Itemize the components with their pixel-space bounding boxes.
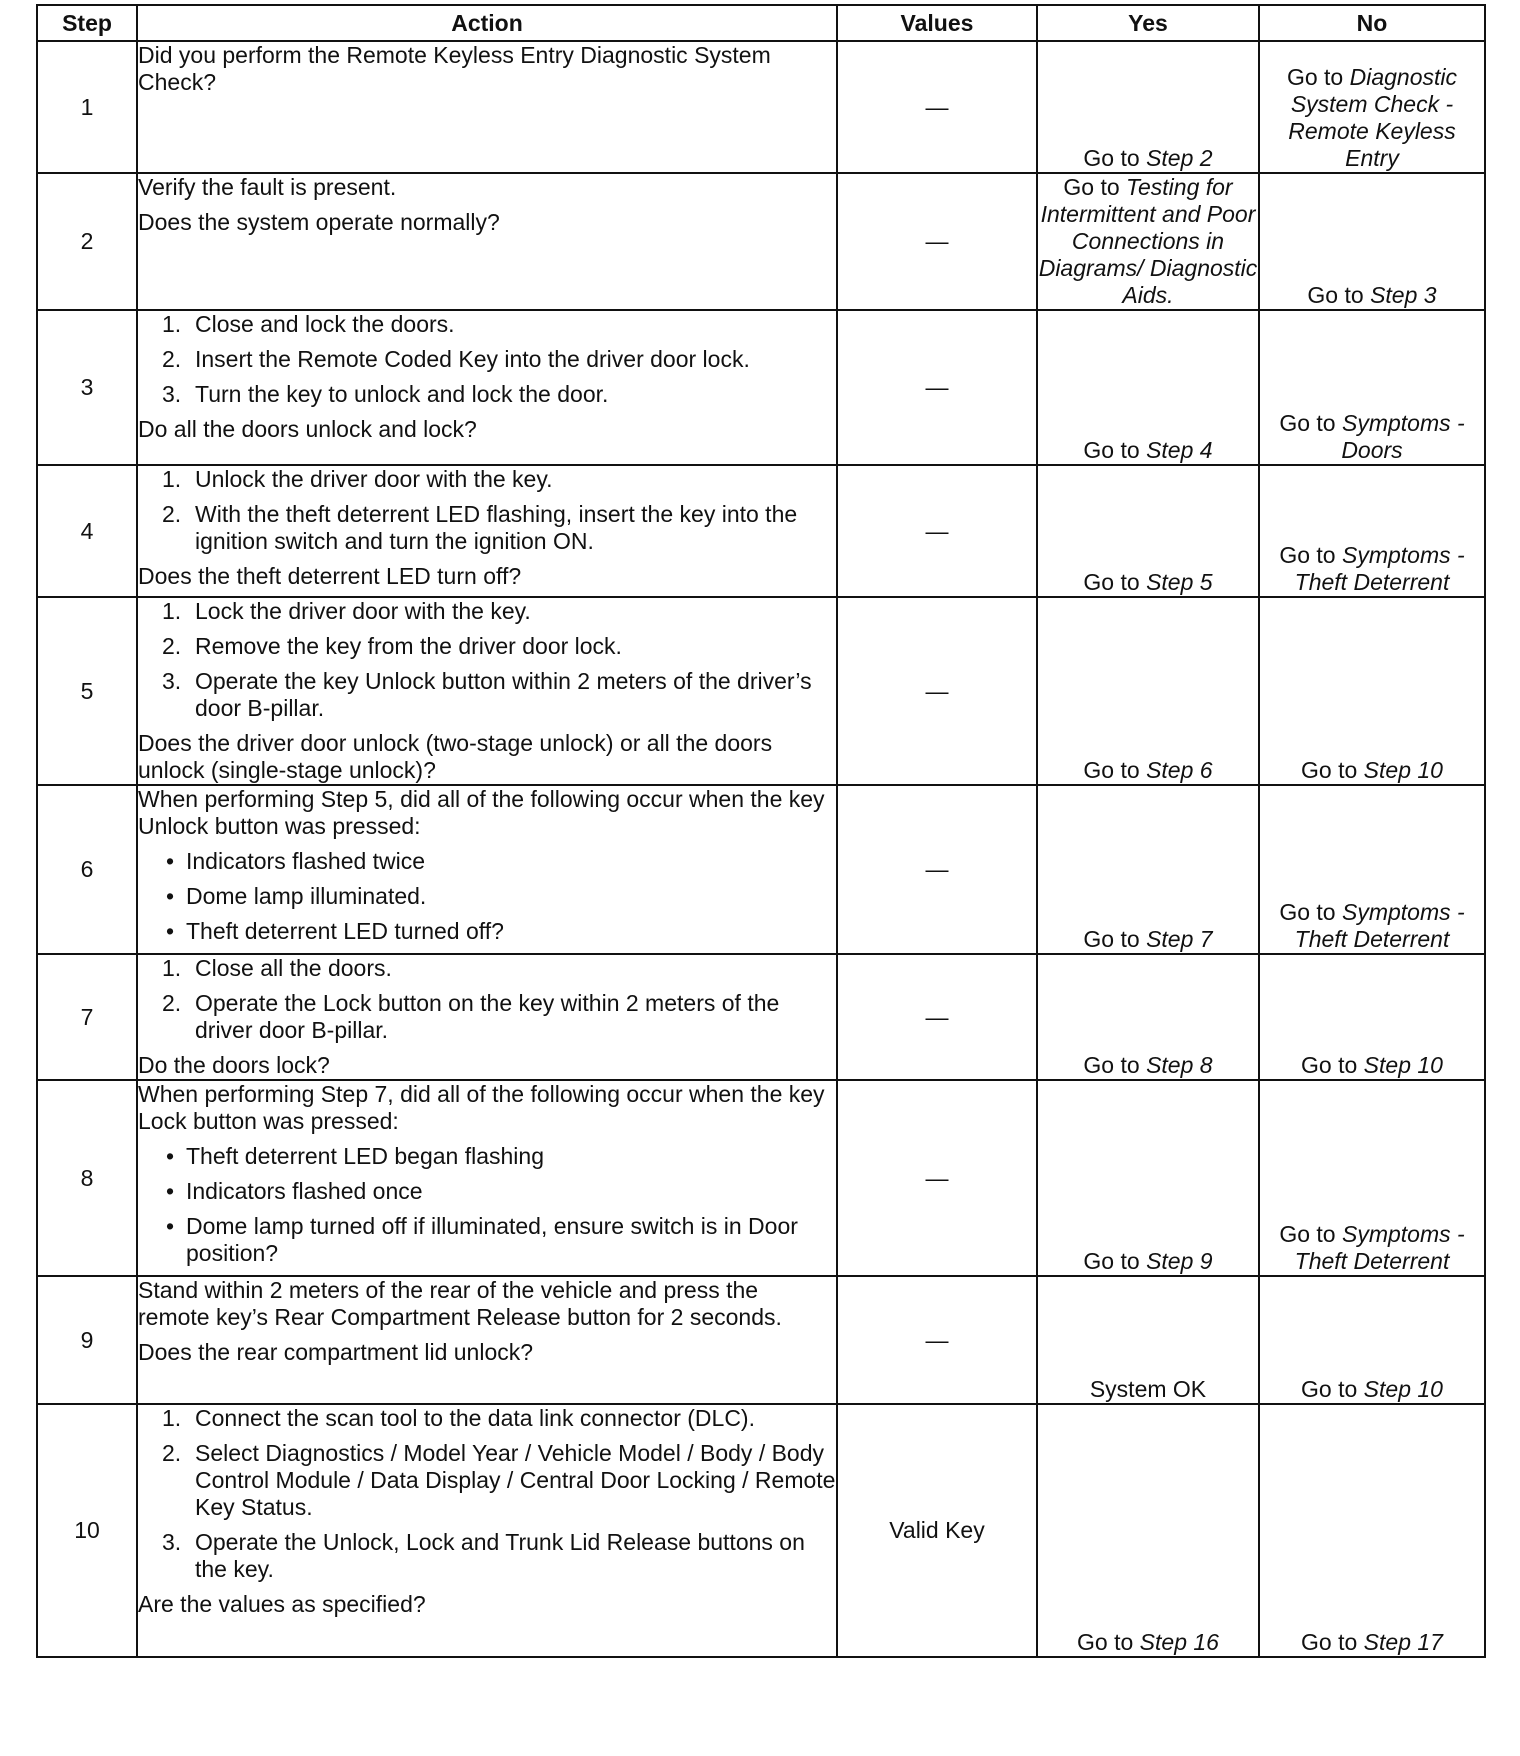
step-number: 3 xyxy=(37,310,137,465)
action-steps xyxy=(138,955,836,1044)
action-steps xyxy=(138,598,836,722)
action-step: 3. Operate the key Unlock button within 2 meters of the driver’s door B-pillar. xyxy=(162,668,812,721)
table-row xyxy=(37,785,1485,954)
header-action: Action xyxy=(137,5,837,41)
no-cell xyxy=(1259,1276,1485,1404)
table-row xyxy=(37,173,1485,310)
no-prefix: Go to xyxy=(1279,542,1336,568)
action-cell xyxy=(137,310,837,465)
yes-prefix: Go to xyxy=(1083,1248,1140,1274)
no-prefix: Go to xyxy=(1286,64,1344,90)
table-row xyxy=(37,310,1485,465)
yes-link[interactable]: Step 9 xyxy=(1146,1248,1213,1274)
action-step-text: Insert the Remote Coded Key into the driver door lock. xyxy=(195,346,750,372)
no-link[interactable]: Symptoms - Theft Deterrent xyxy=(1294,1221,1465,1274)
action-step-text: Operate the Unlock, Lock and Trunk Lid Release buttons on the key. xyxy=(195,1529,805,1582)
action-question: Does the system operate normally? xyxy=(138,209,500,235)
action-text: Did you perform the Remote Keyless Entry Diagnostic System Check? xyxy=(138,42,771,95)
yes-prefix: System OK xyxy=(1089,1376,1207,1402)
action-steps xyxy=(138,466,836,555)
yes-cell xyxy=(1037,1276,1259,1404)
action-cell xyxy=(137,597,837,785)
action-intro: When performing Step 7, did all of the following occur when the key Lock button was pressed: xyxy=(138,1081,825,1134)
yes-prefix: Go to xyxy=(1083,757,1140,783)
table-row xyxy=(37,1080,1485,1276)
table-row xyxy=(37,465,1485,597)
yes-prefix: Go to xyxy=(1083,926,1140,952)
no-cell xyxy=(1259,310,1485,465)
action-cell xyxy=(137,1276,837,1404)
step-number: 8 xyxy=(37,1080,137,1276)
no-link[interactable]: Step 10 xyxy=(1363,757,1443,783)
yes-link[interactable]: Step 5 xyxy=(1146,569,1213,595)
step-number: 1 xyxy=(37,41,137,173)
no-cell xyxy=(1259,1404,1485,1657)
no-cell xyxy=(1259,954,1485,1080)
action-step-text: Close all the doors. xyxy=(195,955,392,981)
no-cell xyxy=(1259,41,1485,173)
no-cell xyxy=(1259,173,1485,310)
step-number: 7 xyxy=(37,954,137,1080)
yes-link[interactable]: Step 2 xyxy=(1146,145,1213,171)
no-prefix: Go to xyxy=(1301,1629,1358,1655)
action-question: Does the theft deterrent LED turn off? xyxy=(138,563,522,589)
action-cell xyxy=(137,465,837,597)
action-step-text: Operate the key Unlock button within 2 meters of the driver’s door B-pillar. xyxy=(195,668,812,721)
action-question: Are the values as specified? xyxy=(138,1591,426,1617)
action-step-text: Turn the key to unlock and lock the door. xyxy=(195,381,609,407)
action-question: Does the rear compartment lid unlock? xyxy=(138,1339,534,1365)
values-cell: — xyxy=(837,954,1037,1080)
action-question: Does the driver door unlock (two-stage unlock) or all the doors unlock (single-stage unlock)? xyxy=(138,730,773,783)
action-cell xyxy=(137,954,837,1080)
action-cell xyxy=(137,41,837,173)
no-prefix: Go to xyxy=(1279,899,1336,925)
action-cell xyxy=(137,173,837,310)
yes-link[interactable]: Step 6 xyxy=(1146,757,1213,783)
action-bullet: • Dome lamp turned off if illuminated, ensure switch is in Door position? xyxy=(138,1213,836,1267)
no-prefix: Go to xyxy=(1279,1221,1336,1247)
no-link[interactable]: Symptoms - Theft Deterrent xyxy=(1294,899,1465,952)
action-cell xyxy=(137,1404,837,1657)
yes-link[interactable]: Step 4 xyxy=(1146,437,1213,463)
action-step: 3. Operate the Unlock, Lock and Trunk Lid Release buttons on the key. xyxy=(162,1529,805,1582)
action-step: 2. With the theft deterrent LED flashing, insert the key into the ignition switch and turn the ignition ON. xyxy=(162,501,798,554)
values-cell: — xyxy=(837,1276,1037,1404)
action-bullet: • Theft deterrent LED began flashing xyxy=(138,1143,836,1170)
action-bullets xyxy=(138,848,836,945)
yes-cell xyxy=(1037,1404,1259,1657)
yes-cell xyxy=(1037,597,1259,785)
yes-prefix: Go to xyxy=(1083,145,1140,171)
yes-link[interactable]: Step 16 xyxy=(1139,1629,1219,1655)
no-prefix: Go to xyxy=(1301,1376,1358,1402)
yes-cell xyxy=(1037,41,1259,173)
yes-link[interactable]: Step 8 xyxy=(1146,1052,1213,1078)
action-step-text: Operate the Lock button on the key within 2 meters of the driver door B-pillar. xyxy=(195,990,780,1043)
yes-cell xyxy=(1037,785,1259,954)
action-bullet: • Theft deterrent LED turned off? xyxy=(138,918,836,945)
action-step: 1. Connect the scan tool to the data link connector (DLC). xyxy=(162,1405,755,1431)
step-number: 2 xyxy=(37,173,137,310)
header-step: Step xyxy=(37,5,137,41)
action-intro: When performing Step 5, did all of the following occur when the key Unlock button was pressed: xyxy=(138,786,825,839)
no-link[interactable]: Step 10 xyxy=(1363,1376,1443,1402)
values-cell: — xyxy=(837,41,1037,173)
action-step: 3. Turn the key to unlock and lock the door. xyxy=(162,381,609,407)
yes-prefix: Go to xyxy=(1063,174,1120,200)
action-bullet: • Indicators flashed once xyxy=(138,1178,836,1205)
values-cell: — xyxy=(837,465,1037,597)
action-step-text: Remove the key from the driver door lock. xyxy=(195,633,622,659)
yes-link[interactable]: Testing for Intermittent and Poor Connections in Diagrams/ Diagnostic Aids. xyxy=(1038,174,1258,308)
action-bullets xyxy=(138,1143,836,1267)
yes-prefix: Go to xyxy=(1083,569,1140,595)
header-yes: Yes xyxy=(1037,5,1259,41)
action-cell xyxy=(137,785,837,954)
values-cell: Valid Key xyxy=(837,1404,1037,1657)
action-cell xyxy=(137,1080,837,1276)
table-row xyxy=(37,1404,1485,1657)
yes-cell xyxy=(1037,1080,1259,1276)
no-prefix: Go to xyxy=(1279,410,1336,436)
no-prefix: Go to xyxy=(1307,282,1364,308)
yes-cell xyxy=(1037,954,1259,1080)
action-step-text: Connect the scan tool to the data link connector (DLC). xyxy=(195,1405,755,1431)
action-step-text: Unlock the driver door with the key. xyxy=(195,466,553,492)
table-row xyxy=(37,1276,1485,1404)
action-steps xyxy=(138,311,836,408)
action-steps xyxy=(138,1405,836,1583)
step-number: 6 xyxy=(37,785,137,954)
values-cell: — xyxy=(837,1080,1037,1276)
yes-link[interactable]: Step 7 xyxy=(1146,926,1213,952)
diagnostic-table xyxy=(36,4,1486,1658)
step-number: 4 xyxy=(37,465,137,597)
action-step: 2. Select Diagnostics / Model Year / Vehicle Model / Body / Body Control Module / Data Display / Central Door Locking / Remote Key Status. xyxy=(162,1440,836,1520)
action-step: 1. Lock the driver door with the key. xyxy=(162,598,531,624)
no-link[interactable]: Step 17 xyxy=(1363,1629,1443,1655)
action-question: Do all the doors unlock and lock? xyxy=(138,416,477,442)
action-step: 1. Unlock the driver door with the key. xyxy=(162,466,553,492)
action-step: 1. Close all the doors. xyxy=(162,955,392,981)
table-row xyxy=(37,954,1485,1080)
step-number: 5 xyxy=(37,597,137,785)
no-prefix: Go to xyxy=(1301,1052,1358,1078)
action-step: 2. Insert the Remote Coded Key into the driver door lock. xyxy=(162,346,750,372)
yes-prefix: Go to xyxy=(1083,1052,1140,1078)
yes-prefix: Go to xyxy=(1083,437,1140,463)
step-number: 10 xyxy=(37,1404,137,1657)
no-link[interactable]: Diagnostic System Check - Remote Keyless Entry xyxy=(1288,64,1458,171)
step-number: 9 xyxy=(37,1276,137,1404)
header-row xyxy=(37,5,1485,41)
no-cell xyxy=(1259,597,1485,785)
no-cell xyxy=(1259,1080,1485,1276)
no-prefix: Go to xyxy=(1301,757,1358,783)
values-cell: — xyxy=(837,310,1037,465)
values-cell: — xyxy=(837,173,1037,310)
no-link[interactable]: Step 3 xyxy=(1370,282,1437,308)
yes-cell xyxy=(1037,310,1259,465)
action-step-text: Select Diagnostics / Model Year / Vehicle Model / Body / Body Control Module / Data Display / Central Door Locking / Remote Key Status. xyxy=(195,1440,836,1520)
yes-cell xyxy=(1037,173,1259,310)
no-link[interactable]: Step 10 xyxy=(1363,1052,1443,1078)
action-step-text: With the theft deterrent LED flashing, insert the key into the ignition switch and turn the ignition ON. xyxy=(195,501,798,554)
action-text: Verify the fault is present. xyxy=(138,174,397,200)
no-link[interactable]: Symptoms - Doors xyxy=(1341,410,1465,463)
table-row xyxy=(37,597,1485,785)
action-step: 2. Operate the Lock button on the key within 2 meters of the driver door B-pillar. xyxy=(162,990,780,1043)
action-step-text: Lock the driver door with the key. xyxy=(195,598,531,624)
values-cell: — xyxy=(837,597,1037,785)
action-step: 2. Remove the key from the driver door lock. xyxy=(162,633,622,659)
yes-prefix: Go to xyxy=(1077,1629,1134,1655)
values-cell: — xyxy=(837,785,1037,954)
header-values: Values xyxy=(837,5,1037,41)
no-cell xyxy=(1259,465,1485,597)
no-link[interactable]: Symptoms - Theft Deterrent xyxy=(1294,542,1465,595)
action-step: 1. Close and lock the doors. xyxy=(162,311,455,337)
action-question: Do the doors lock? xyxy=(138,1052,330,1078)
no-cell xyxy=(1259,785,1485,954)
table-row xyxy=(37,41,1485,173)
header-no: No xyxy=(1259,5,1485,41)
action-bullet: • Indicators flashed twice xyxy=(138,848,836,875)
yes-cell xyxy=(1037,465,1259,597)
action-step-text: Close and lock the doors. xyxy=(195,311,455,337)
action-text: Stand within 2 meters of the rear of the vehicle and press the remote key’s Rear Compartment Release button for 2 seconds. xyxy=(138,1277,782,1330)
action-bullet: • Dome lamp illuminated. xyxy=(138,883,836,910)
